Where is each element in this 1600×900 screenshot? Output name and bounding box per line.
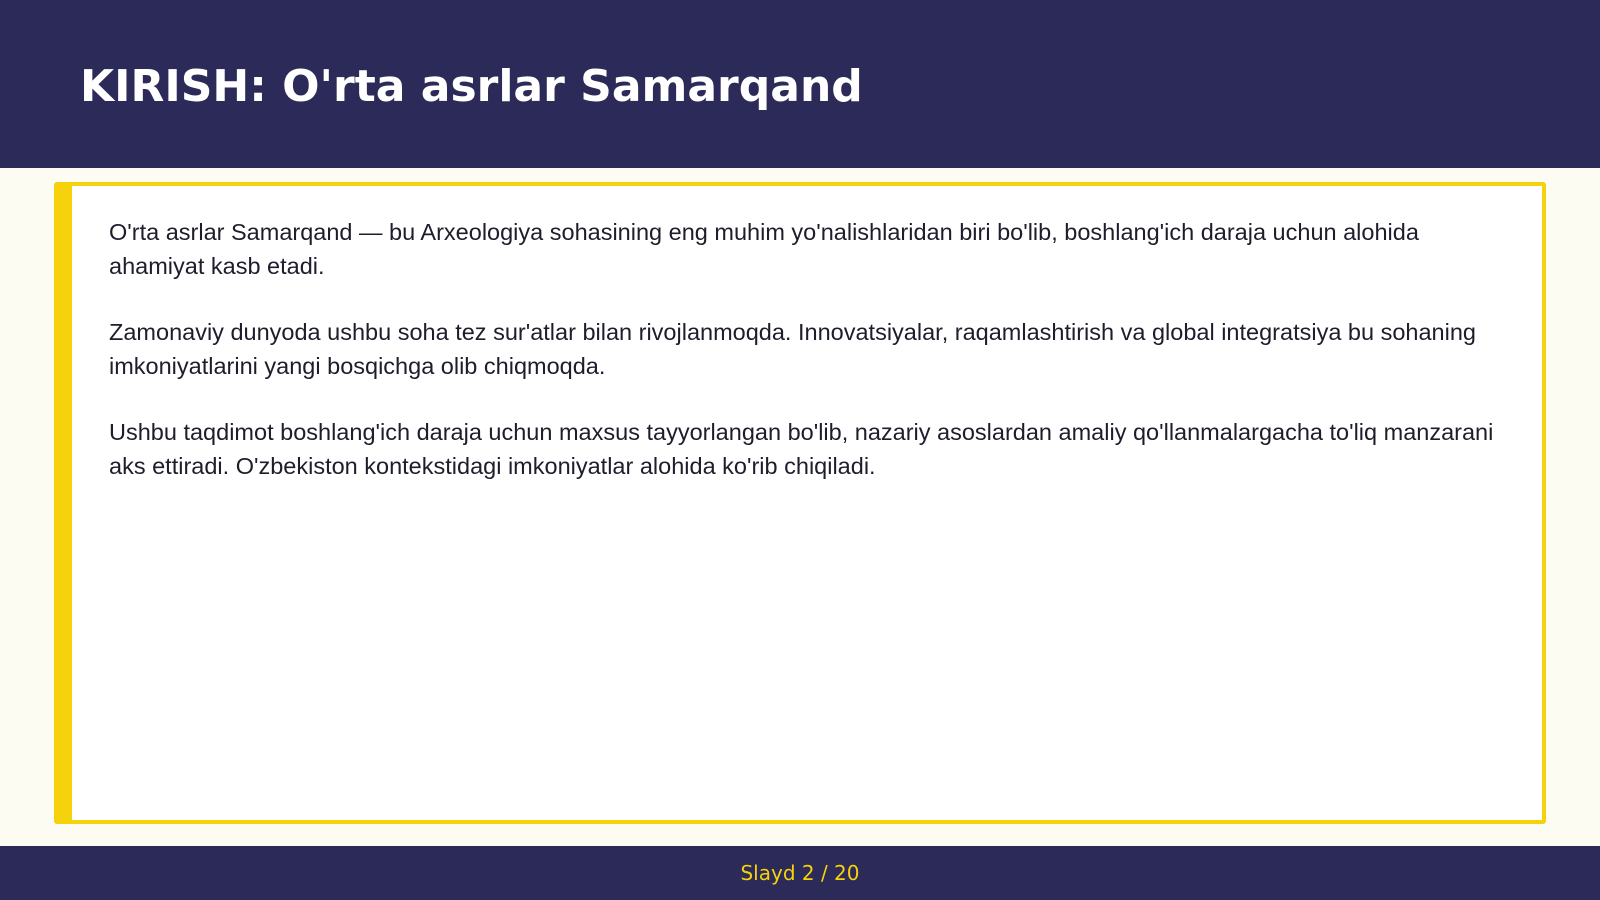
slide-title: KIRISH: O'rta asrlar Samarqand — [80, 61, 863, 112]
content-panel — [54, 182, 1546, 824]
paragraph-presentation-scope: Ushbu taqdimot boshlang'ich daraja uchun maxsus tayyorlangan bo'lib, nazariy asoslardan amaliy qo'llanmalargacha to'liq manzarani aks ettiradi. O'zbekiston kontekstidagi imkoniyatlar alohida ko'rib chiqiladi. — [109, 419, 1494, 479]
slide-footer — [0, 846, 1600, 900]
paragraph-intro: O'rta asrlar Samarqand — bu Arxeologiya sohasining eng muhim yo'nalishlaridan biri bo'lib, boshlang'ich daraja uchun alohida ahamiyat kasb etadi. — [109, 219, 1419, 279]
paragraph-modern-world: Zamonaviy dunyoda ushbu soha tez sur'atlar bilan rivojlanmoqda. Innovatsiyalar, raqamlashtirish va global integratsiya bu sohaning imkoniyatlarini yangi bosqichga olib chiqmoqda. — [109, 319, 1476, 379]
slide-number: Slayd 2 / 20 — [740, 861, 860, 885]
slide-header — [0, 0, 1600, 168]
body-text — [109, 216, 1509, 516]
